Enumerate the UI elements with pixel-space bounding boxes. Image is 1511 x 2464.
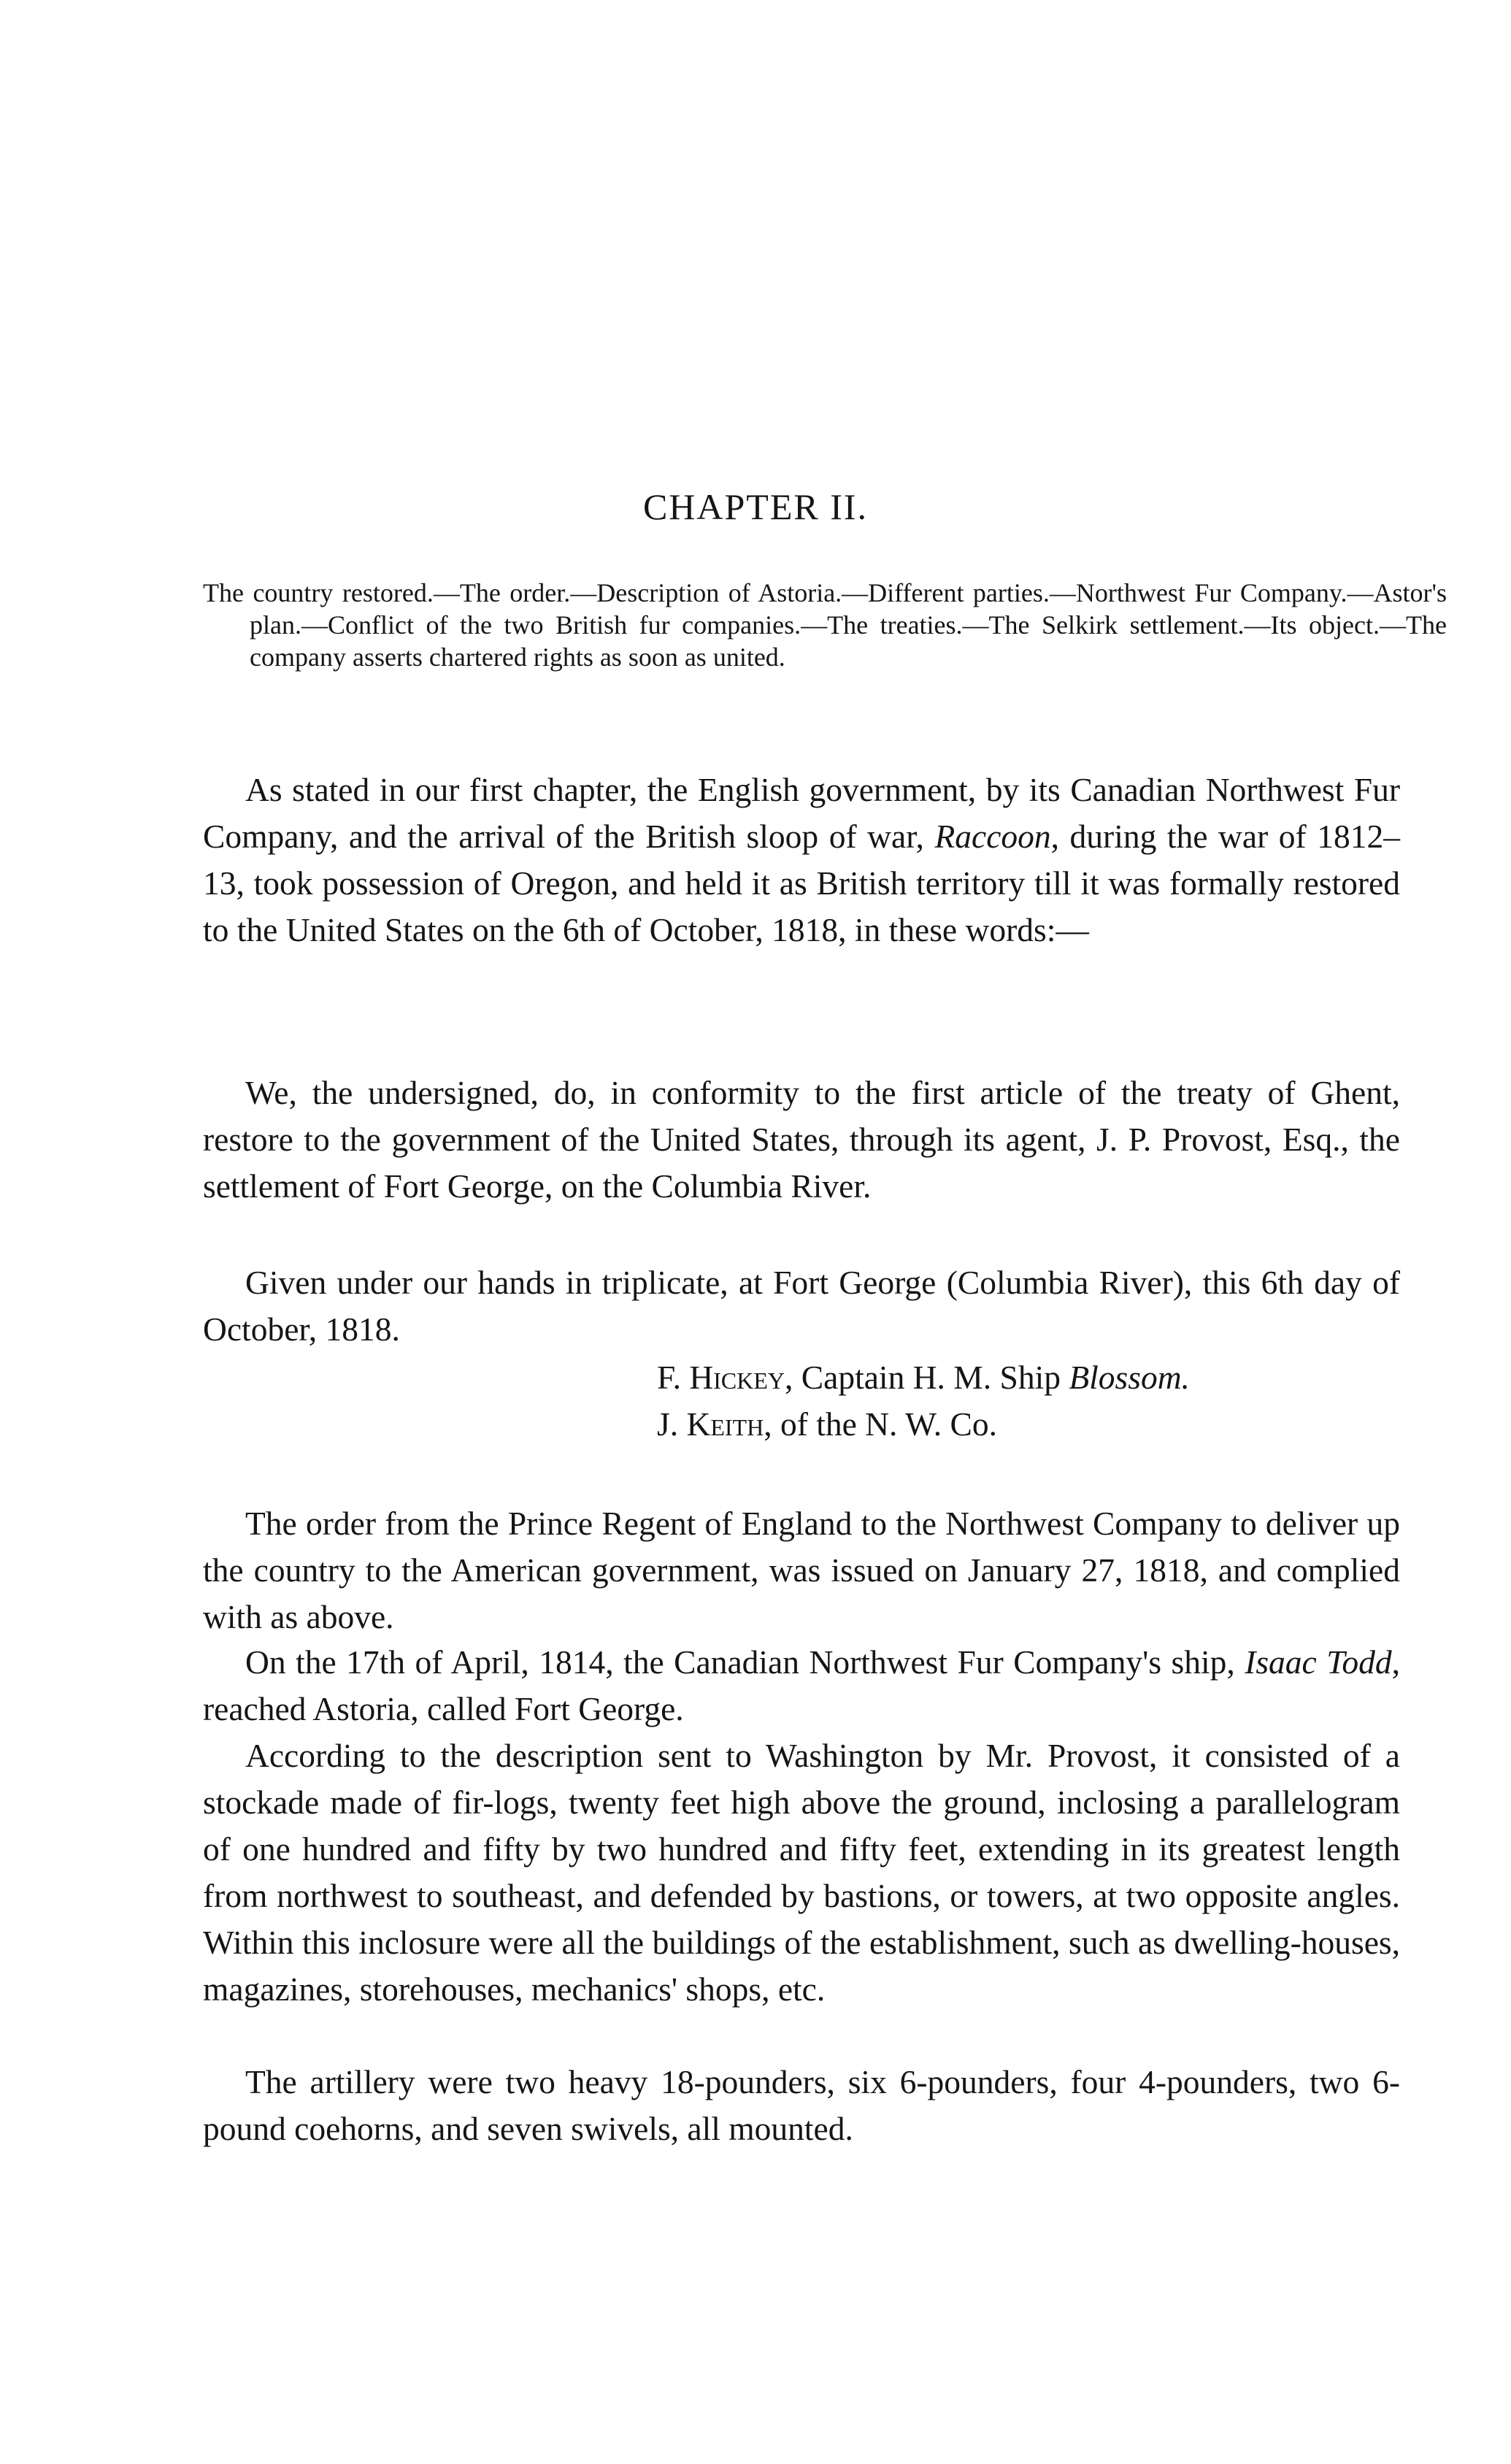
signature-keith-rest: , of the N. W. Co.	[764, 1405, 997, 1443]
signature-keith-name: J. Keith	[657, 1405, 764, 1443]
paragraph-april-text-b: , reached Astoria, called Fort George.	[203, 1643, 1400, 1727]
ship-name-blossom: Blossom.	[1069, 1359, 1190, 1396]
signature-hickey-name: F. Hickey	[657, 1359, 785, 1396]
ship-name-isaac-todd: Isaac Todd	[1245, 1643, 1392, 1681]
paragraph-artillery: The artillery were two heavy 18-pounders, six 6-pounders, four 4-pounders, two 6-pound coehorns, and seven swivels, all mounted.	[203, 2063, 1400, 2147]
signature-hickey	[657, 1354, 1423, 1401]
chapter-title: CHAPTER II.	[642, 486, 869, 527]
chapter-summary: The country restored.—The order.—Description of Astoria.—Different parties.—Northwest Fur Company.—Astor's plan.—Conflict of the two British fur companies.—The treaties.—The Selkirk settlement.—Its object.—The company asserts chartered rights as soon as united.	[203, 578, 1447, 672]
paragraph-intro	[203, 767, 1400, 953]
signature-block	[657, 1354, 1423, 1448]
paragraph-description: According to the description sent to Washington by Mr. Provost, it consisted of a stockade made of fir-logs, twenty feet high above the ground, inclosing a parallelogram of one hundred and fifty by two hundred and fifty feet, extending in its greatest length from northwest to southeast, and defended by bastions, or towers, at two opposite angles. Within this inclosure were all the buildings of the establishment, such as dwelling-houses, magazines, storehouses, mechanics' shops, etc.	[203, 1737, 1400, 2008]
ship-name-raccoon: Raccoon	[934, 818, 1051, 855]
paragraph-intro-text-b: , during the war of 1812–13, took possession of Oregon, and held it as British territory till it was formally restored to the United States on the 6th of October, 1818, in these words:—	[203, 818, 1400, 948]
quote-given: Given under our hands in triplicate, at Fort George (Columbia River), this 6th day of October, 1818.	[203, 1264, 1400, 1348]
paragraph-order: The order from the Prince Regent of England to the Northwest Company to deliver up the country to the American government, was issued on January 27, 1818, and complied with as above.	[203, 1505, 1400, 1635]
signature-hickey-rest: , Captain H. M. Ship	[785, 1359, 1069, 1396]
paragraph-april-text-a: On the 17th of April, 1814, the Canadian Northwest Fur Company's ship,	[245, 1643, 1245, 1681]
quote-restoration: We, the undersigned, do, in conformity to the first article of the treaty of Ghent, restore to the government of the United States, through its agent, J. P. Provost, Esq., the settlement of Fort George, on the Columbia River.	[203, 1074, 1400, 1205]
paragraph-intro-text-a: As stated in our first chapter, the English government, by its Canadian Northwest Fur Company, and the arrival of the British sloop of war,	[203, 771, 1400, 855]
paragraph-april	[203, 1639, 1400, 1732]
signature-keith	[657, 1401, 1423, 1448]
